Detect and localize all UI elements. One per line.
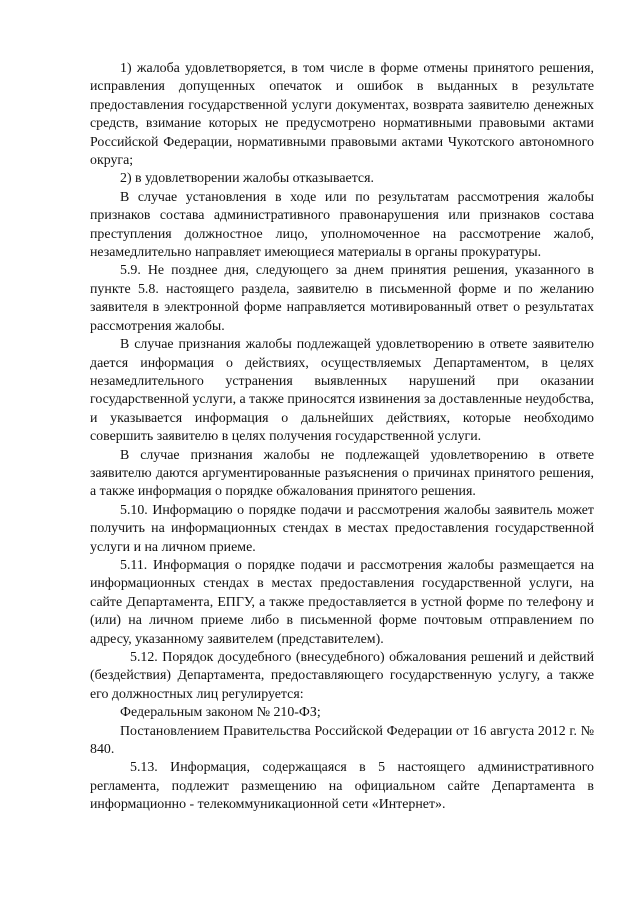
paragraph-5-10: 5.10. Информацию о порядке подачи и рассмотрения жалобы заявитель может получить на информационных стендах в местах предоставления государственной услуги и на личном приеме. xyxy=(90,502,594,555)
paragraph-complaint-refused: 2) в удовлетворении жалобы отказывается. xyxy=(120,171,374,187)
paragraph-government-decree: Постановлением Правительства Российской Федерации от 16 августа 2012 г. № 840. xyxy=(90,723,594,758)
paragraph-5-12: 5.12. Порядок досудебного (внесудебного) обжалования решений и действий (бездействия) Департамента, предоставляющего государственную услугу, а также его должностных лиц регулируется: xyxy=(90,650,594,702)
paragraph-complaint-upheld-answer: В случае признания жалобы подлежащей удовлетворению в ответе заявителю дается информация о действиях, осуществляемых Департаментом, в целях незамедлительного устранения выявленных нарушений при оказании государственной услуги, а также приносятся извинения за доставленные неудобства, и указывается информация о дальнейших действиях, которые необходимо совершить заявителю в целях получения государственной услуги. xyxy=(90,337,594,445)
paragraph-5-9: 5.9. Не позднее дня, следующего за днем принятия решения, указанного в пункте 5.8. настоящего раздела, заявителю в письменной форме и по желанию заявителя в электронной форме направляется мотивированный ответ о результатах рассмотрения жалобы. xyxy=(90,263,594,334)
paragraph-offense-detected: В случае установления в ходе или по результатам рассмотрения жалобы признаков состава административного правонарушения или признаков состава преступления должностное лицо, уполномоченное на рассмотрение жалоб, незамедлительно направляет имеющиеся материалы в органы прокуратуры. xyxy=(90,189,594,261)
paragraph-federal-law: Федеральным законом № 210-ФЗ; xyxy=(120,705,321,721)
paragraph-5-13: 5.13. Информация, содержащаяся в 5 настоящего административного регламента, подлежит размещению на официальном сайте Департамента в информационно - телекоммуникационной сети «Интернет». xyxy=(90,760,594,813)
document-page xyxy=(90,60,594,815)
paragraph-complaint-rejected-answer: В случае признания жалобы не подлежащей удовлетворению в ответе заявителю даются аргументированные разъяснения о причинах принятого решения, а также информация о порядке обжалования принятого решения. xyxy=(90,447,594,500)
paragraph-5-11: 5.11. Информация о порядке подачи и рассмотрения жалобы размещается на информационных стендах в местах предоставления государственной услуги, на сайте Департамента, ЕПГУ, а также предоставляется в устной форме по телефону и (или) на личном приеме либо в письменной форме почтовым отправлением по адресу, указанному заявителем (представителем). xyxy=(90,557,594,647)
paragraph-complaint-satisfied: 1) жалоба удовлетворяется, в том числе в форме отмены принятого решения, исправления допущенных опечаток и ошибок в выданных в результате предоставления государственной услуги документах, возврата заявителю денежных средств, взимание которых не предусмотрено нормативными правовыми актами Российской Федерации, нормативными правовыми актами Чукотского автономного округа; xyxy=(90,61,594,169)
